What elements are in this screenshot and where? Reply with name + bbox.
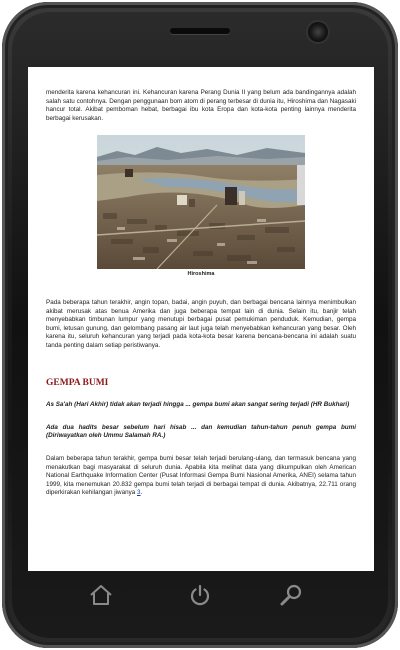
search-button[interactable] [273,577,309,613]
power-icon [188,583,212,607]
article-content [28,67,374,498]
power-button[interactable] [182,577,218,613]
footnote-link[interactable]: 3 [137,489,141,497]
search-icon [278,582,304,608]
navigation-bar [28,575,374,615]
paragraph-end: . [140,489,143,497]
article-figure [97,135,305,279]
paragraph-text: Dalam beberapa tahun terakhir, gempa bumi besar telah terjadi berulang-ulang, dan termasuk bencana yang menakutkan bagi masyarakat di seluruh dunia. Apabila kita melihat data yang dikumpulkan oleh American National Earthquake Information Center (Pusat Informasi Gempa Bumi Nasional Amerika, ANEI) selama tahun 1999, kita menemukan 20.832 gempa bumi telah terjadi di berbagai tempat di dunia. Akibatnya, 22.711 orang diperkirakan kehilangan jiwanya [46,454,356,497]
earpiece-speaker [170,28,230,34]
hadith-quote: As Sa'ah (Hari Akhir) tidak akan terjadi hingga ... gempa bumi akan sangat sering terjadi (HR Bukhari) [46,401,350,409]
hiroshima-photo [97,135,305,269]
home-button[interactable] [83,577,119,613]
section-heading: GEMPA BUMI [46,377,109,388]
front-camera-icon [308,22,328,42]
home-icon [88,583,114,607]
article-paragraph: menderita karena kehancuran ini. Kehancuran karena Perang Dunia II yang belum ada bandingannya adalah salah satu contohnya. Dengan penggunaan bom atom di perang terbesar di dunia itu, Hiroshima dan Nagasaki hancur total. Akibat pemboman hebat, berbagai ibu kota Eropa dan kota-kota penting lainnya menderita berbagai kerusakan. [46,89,356,122]
article-paragraph [46,455,356,498]
article-paragraph: Pada beberapa tahun terakhir, angin topan, badai, angin puyuh, dan berbagai bencana lainnya menimbulkan akibat merusak atas benua Amerika dan juga beberapa tempat lain di dunia. Selain itu, banjir telah menyebabkan timbunan lumpur yang menutupi berbagai pusat pemukiman penduduk. Kemudian, gempa bumi, letusan gunung, dan gelombang pasang air laut juga telah menyebabkan kehancuran yang besar. Oleh karena itu, seluruh kehancuran yang terjadi pada kota-kota besar karena bencana-bencana ini adalah suatu tanda penting dalam setiap peristiwanya. [46,298,356,349]
screen[interactable] [28,67,374,571]
image-caption: Hiroshima [187,271,215,278]
hadith-quote: Ada dua hadits besar sebelum hari hisab ... dan kemudian tahun-tahun penuh gempa bumi (Diriwayatkan oleh Ummu Salamah RA.) [46,423,356,440]
